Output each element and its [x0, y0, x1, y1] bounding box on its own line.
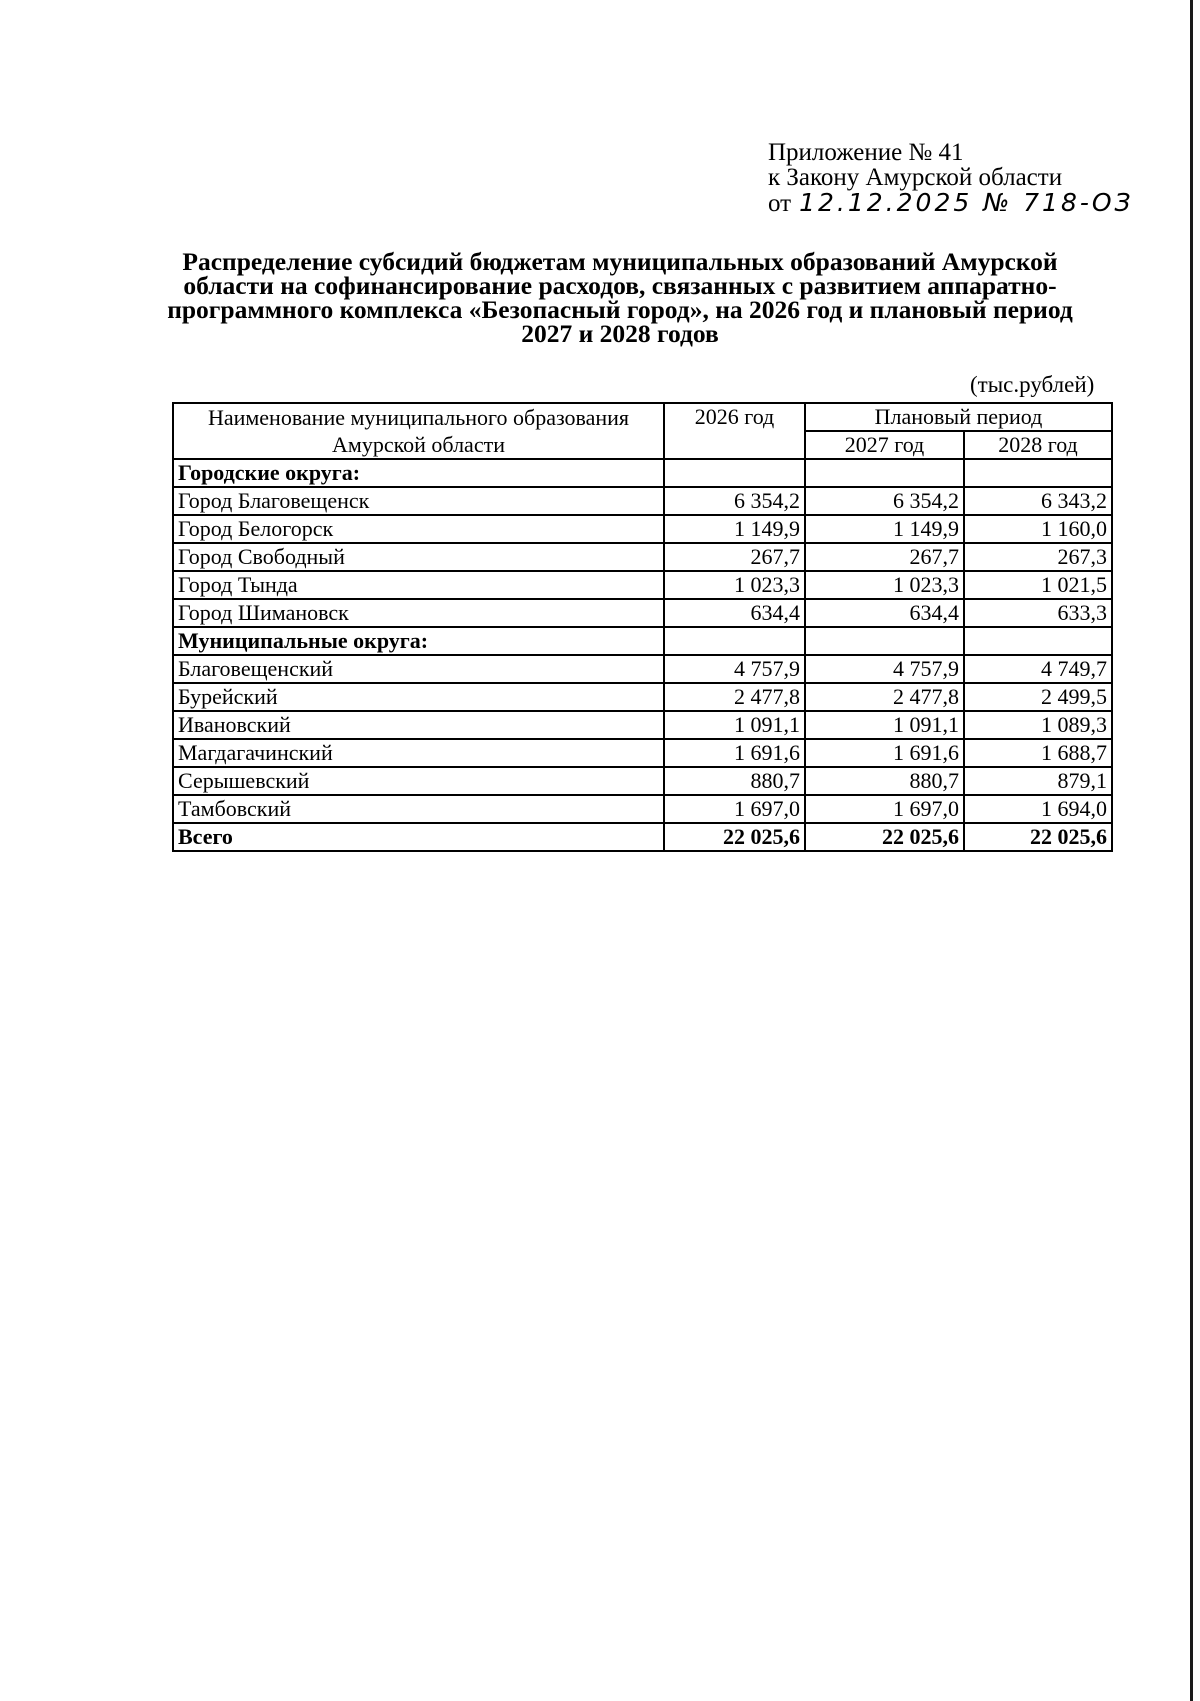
appendix-date-prefix: от [768, 190, 792, 217]
value-2027: 1 691,6 [805, 739, 964, 767]
municipality-name: Город Белогорск [173, 515, 664, 543]
value-2026: 1 149,9 [664, 515, 805, 543]
empty-cell [664, 627, 805, 655]
table-row [173, 515, 1112, 543]
value-2026: 1 691,6 [664, 739, 805, 767]
header-2028-column: 2028 год [964, 431, 1112, 459]
total-label: Всего [173, 823, 664, 851]
empty-cell [805, 627, 964, 655]
municipality-name: Город Свободный [173, 543, 664, 571]
handwritten-date-number: 12.12.2025 № 718-ОЗ [799, 188, 1134, 217]
header-name-column: Наименование муниципального образования Амурской области [173, 403, 664, 459]
header-planned-period: Плановый период [805, 403, 1112, 431]
total-row [173, 823, 1112, 851]
table-row [173, 795, 1112, 823]
value-2028: 267,3 [964, 543, 1112, 571]
value-2028: 633,3 [964, 599, 1112, 627]
units-label: (тыс.рублей) [970, 372, 1095, 397]
section-label: Городские округа: [173, 459, 664, 487]
value-2027: 267,7 [805, 543, 964, 571]
value-2027: 880,7 [805, 767, 964, 795]
municipality-name: Город Тында [173, 571, 664, 599]
value-2027: 634,4 [805, 599, 964, 627]
value-2026: 4 757,9 [664, 655, 805, 683]
document-title: Распределение субсидий бюджетам муниципальных образований Амурской области на софинансирование расходов, связанных с развитием аппаратно-программного комплекса «Безопасный город», на 2026 год и плановый период 2027 и 2028 годов [167, 247, 1073, 348]
municipality-name: Магдагачинский [173, 739, 664, 767]
appendix-date-line [768, 190, 1134, 216]
section-row [173, 459, 1112, 487]
appendix-law-reference: к Закону Амурской области [768, 164, 1063, 191]
value-2027: 1 023,3 [805, 571, 964, 599]
total-2027: 22 025,6 [805, 823, 964, 851]
value-2027: 1 697,0 [805, 795, 964, 823]
value-2028: 1 694,0 [964, 795, 1112, 823]
municipality-name: Благовещенский [173, 655, 664, 683]
value-2026: 634,4 [664, 599, 805, 627]
value-2028: 2 499,5 [964, 683, 1112, 711]
section-label: Муниципальные округа: [173, 627, 664, 655]
value-2027: 1 149,9 [805, 515, 964, 543]
table-header-row [173, 403, 1112, 431]
municipality-name: Бурейский [173, 683, 664, 711]
value-2028: 1 021,5 [964, 571, 1112, 599]
value-2026: 1 023,3 [664, 571, 805, 599]
value-2026: 1 091,1 [664, 711, 805, 739]
table-row [173, 655, 1112, 683]
table-row [173, 711, 1112, 739]
header-2026-column: 2026 год [664, 403, 805, 459]
value-2028: 1 160,0 [964, 515, 1112, 543]
table-row [173, 487, 1112, 515]
value-2026: 1 697,0 [664, 795, 805, 823]
value-2027: 2 477,8 [805, 683, 964, 711]
value-2026: 880,7 [664, 767, 805, 795]
value-2027: 4 757,9 [805, 655, 964, 683]
municipality-name: Серышевский [173, 767, 664, 795]
empty-cell [964, 627, 1112, 655]
value-2028: 4 749,7 [964, 655, 1112, 683]
value-2028: 1 089,3 [964, 711, 1112, 739]
header-2027-column: 2027 год [805, 431, 964, 459]
value-2027: 1 091,1 [805, 711, 964, 739]
table-row [173, 571, 1112, 599]
empty-cell [805, 459, 964, 487]
empty-cell [964, 459, 1112, 487]
table-row [173, 683, 1112, 711]
value-2026: 267,7 [664, 543, 805, 571]
municipality-name: Тамбовский [173, 795, 664, 823]
value-2028: 879,1 [964, 767, 1112, 795]
table-row [173, 739, 1112, 767]
municipality-name: Город Шимановск [173, 599, 664, 627]
value-2028: 6 343,2 [964, 487, 1112, 515]
municipality-name: Город Благовещенск [173, 487, 664, 515]
appendix-number: Приложение № 41 [768, 139, 964, 166]
value-2027: 6 354,2 [805, 487, 964, 515]
total-2026: 22 025,6 [664, 823, 805, 851]
municipality-name: Ивановский [173, 711, 664, 739]
appendix-header [768, 140, 1134, 216]
total-2028: 22 025,6 [964, 823, 1112, 851]
section-row [173, 627, 1112, 655]
table-row [173, 599, 1112, 627]
empty-cell [664, 459, 805, 487]
value-2026: 2 477,8 [664, 683, 805, 711]
scan-edge-line [1190, 0, 1193, 1701]
value-2028: 1 688,7 [964, 739, 1112, 767]
table-row [173, 543, 1112, 571]
value-2026: 6 354,2 [664, 487, 805, 515]
table-row [173, 767, 1112, 795]
subsidy-table [172, 402, 1113, 852]
